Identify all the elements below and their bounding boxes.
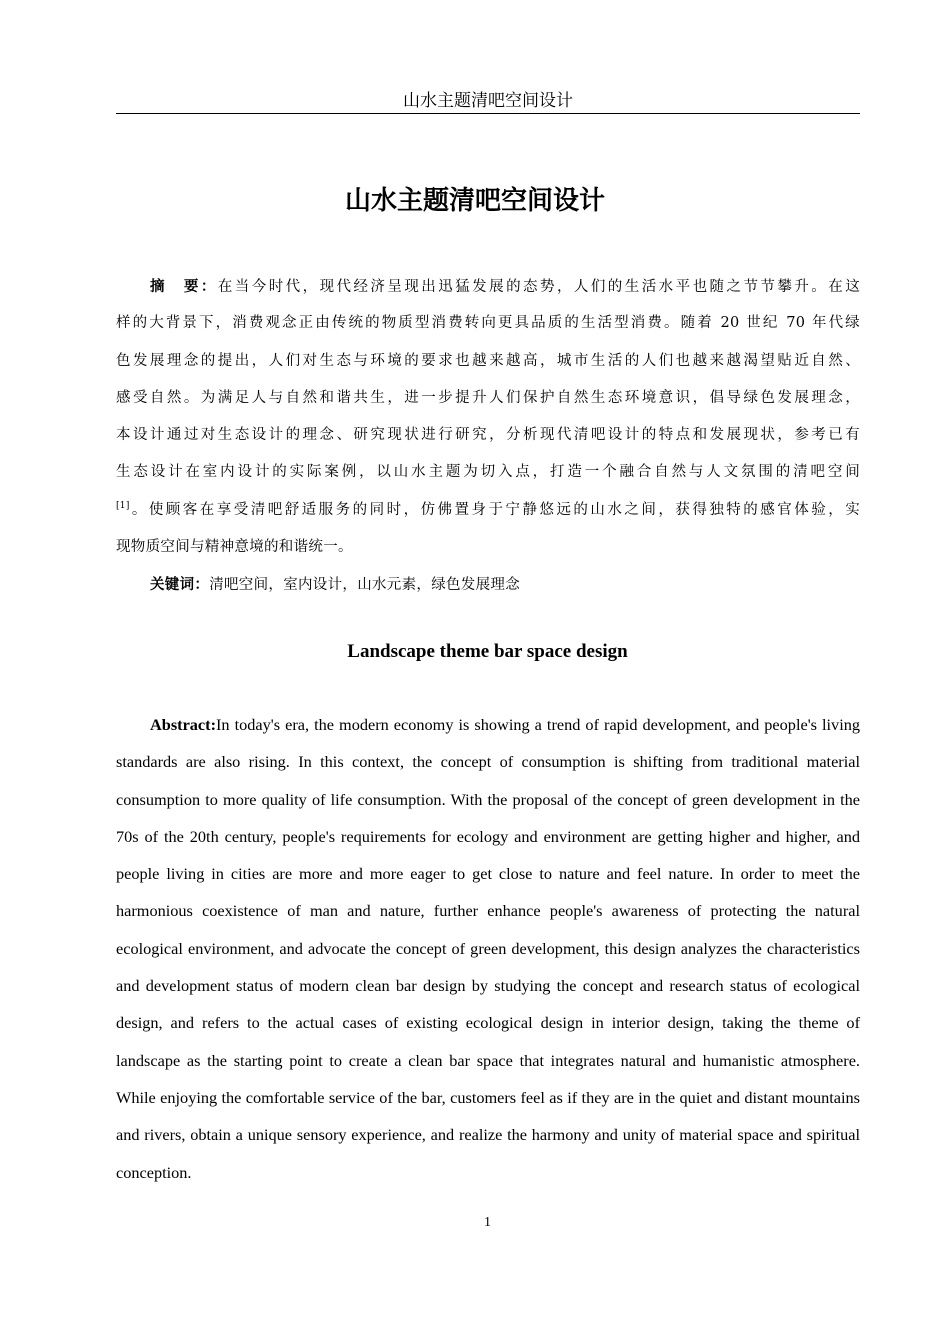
abstract-en-line: While enjoying the comfortable service of the bar, customers feel as if they are in the quiet and distant mountains	[116, 1087, 860, 1107]
page-title: 山水主题清吧空间设计	[344, 186, 605, 216]
abstract-en-line: design, and refers to the actual cases of existing ecological design in interior design, taking the theme of	[116, 1013, 860, 1033]
abstract-zh-line: 色发展理念的提出，人们对生态与环境的要求也越来越高，城市生活的人们也越来越渴望贴近自然、	[116, 352, 860, 369]
abstract-zh-label: 摘 要：	[150, 278, 218, 295]
abstract-en-line: and rivers, obtain a unique sensory experience, and realize the harmony and unity of material space and spiritual	[116, 1125, 860, 1145]
citation: [1]	[116, 500, 130, 511]
abstract-en-line: people living in cities are more and more eager to get close to nature and feel nature. In order to meet the	[116, 864, 860, 884]
keywords-zh: 关键词：清吧空间，室内设计，山水元素，绿色发展理念	[150, 576, 521, 594]
abstract-en-line: and development status of modern clean bar design by studying the concept and research status of ecological	[116, 976, 860, 996]
abstract-en-line: conception.	[116, 1162, 192, 1182]
abstract-zh-line: 本设计通过对生态设计的理念、研究现状进行研究，分析现代清吧设计的特点和发展现状，参考已有	[116, 427, 860, 444]
abstract-en-line: landscape as the starting point to create a clean bar space that integrates natural and humanistic atmosphere.	[116, 1050, 860, 1070]
abstract-en-line: 70s of the 20th century, people's requirements for ecology and environment are getting higher and higher, and	[116, 826, 860, 846]
abstract-en	[116, 706, 860, 1191]
page-number: 1	[484, 1215, 491, 1230]
abstract-zh-line: 感受自然。为满足人与自然和谐共生，进一步提升人们保护自然生态环境意识，倡导绿色发展理念，	[116, 389, 860, 406]
abstract-en-line: harmonious coexistence of man and nature, further enhance people's awareness of protecting the natural	[116, 901, 860, 921]
abstract-zh-line: 样的大背景下，消费观念正由传统的物质型消费转向更具品质的生活型消费。随着 20 世纪 70 年代绿	[116, 315, 860, 332]
abstract-zh-line: 生态设计在室内设计的实际案例，以山水主题为切入点，打造一个融合自然与人文氛围的清吧空间	[116, 464, 860, 481]
english-title: Landscape theme bar space design	[347, 641, 628, 662]
abstract-zh-line: 摘 要：在当今时代，现代经济呈现出迅猛发展的态势，人们的生活水平也随之节节攀升。在这	[150, 278, 860, 295]
abstract-zh	[116, 268, 860, 604]
abstract-en-line: ecological environment, and advocate the concept of green development, this design analyzes the characteristics	[116, 938, 860, 958]
abstract-zh-line: [1]。使顾客在享受清吧舒适服务的同时，仿佛置身于宁静悠远的山水之间，获得独特的感官体验，实	[116, 500, 860, 518]
page-header: 山水主题清吧空间设计	[116, 90, 860, 114]
abstract-en-line: consumption to more quality of life consumption. With the proposal of the concept of green development in the	[116, 789, 860, 809]
abstract-zh-line: 现物质空间与精神意境的和谐统一。	[116, 539, 353, 556]
keywords-zh-label: 关键词：	[150, 576, 210, 594]
abstract-en-line: Abstract:In today's era, the modern economy is showing a trend of rapid development, and people's living	[150, 715, 860, 734]
abstract-en-line: standards are also rising. In this context, the concept of consumption is shifting from traditional material	[116, 752, 860, 772]
abstract-en-label: Abstract:	[150, 715, 217, 734]
